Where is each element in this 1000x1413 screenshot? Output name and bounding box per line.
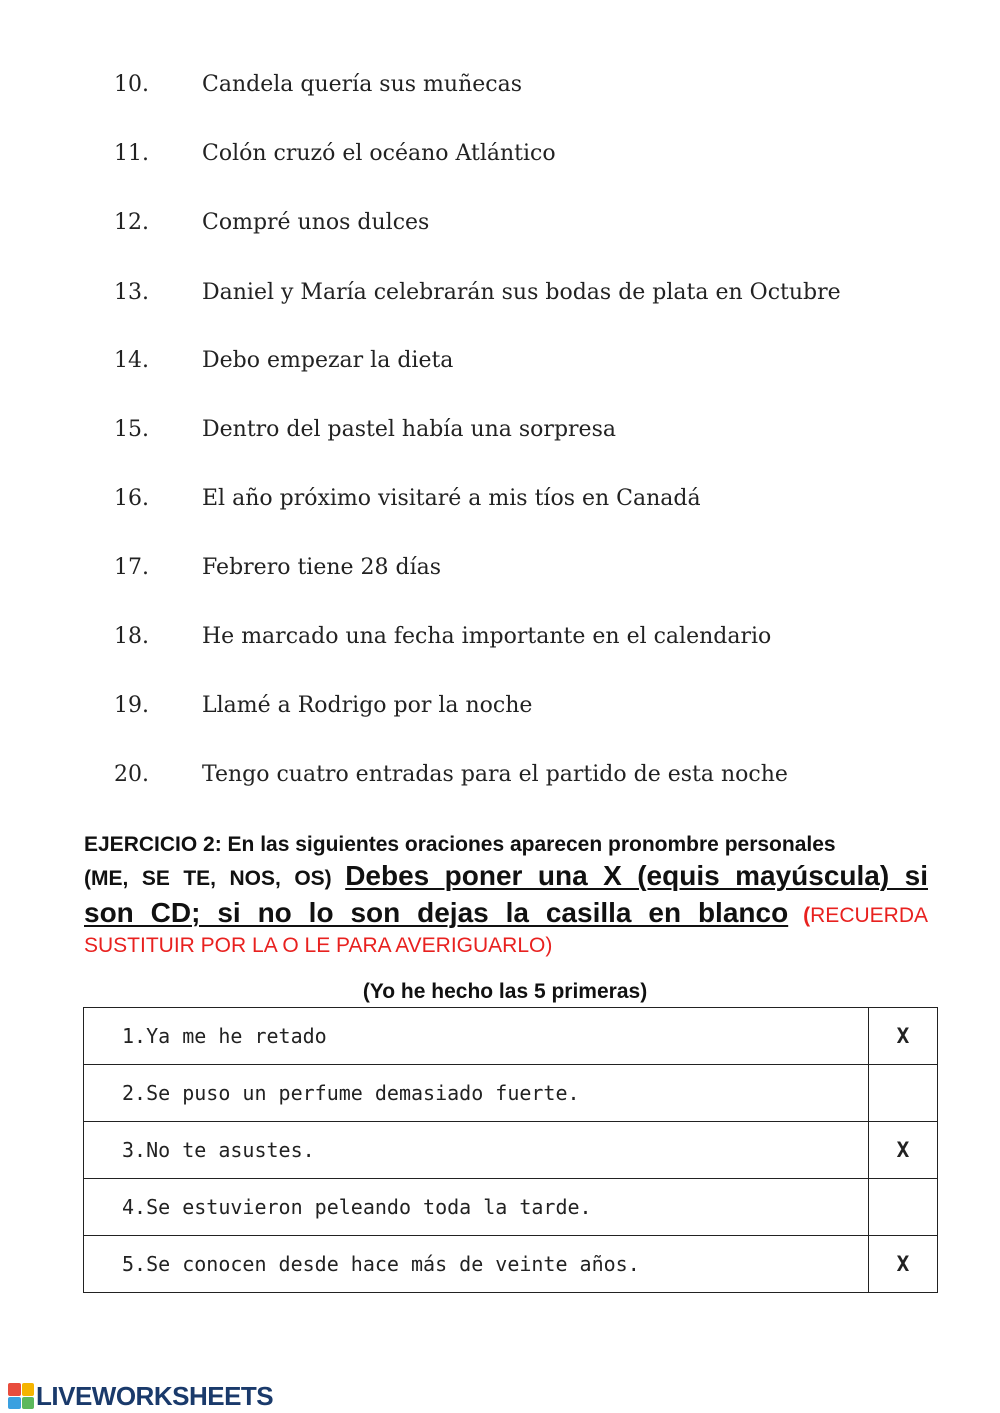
item-number: 13. xyxy=(114,280,149,305)
item-text: Debo empezar la dieta xyxy=(202,348,454,373)
item-number: 18. xyxy=(114,624,149,649)
list-item xyxy=(0,486,1000,526)
sentence-cell: 4.Se estuvieron peleando toda la tarde. xyxy=(84,1179,869,1236)
table-row xyxy=(84,1122,938,1179)
item-number: 12. xyxy=(114,210,149,235)
liveworksheets-footer xyxy=(8,1380,273,1412)
table-row xyxy=(84,1008,938,1065)
brand-name: LIVEWORKSHEETS xyxy=(36,1380,274,1411)
list-item xyxy=(0,417,1000,457)
logo-square xyxy=(22,1397,35,1410)
list-item xyxy=(0,210,1000,250)
answer-cell[interactable]: X xyxy=(869,1122,938,1179)
item-text: Dentro del pastel había una sorpresa xyxy=(202,417,616,442)
item-number: 19. xyxy=(114,693,149,718)
item-text: Candela quería sus muñecas xyxy=(202,72,522,97)
reminder-paren: ( xyxy=(803,904,811,927)
list-item xyxy=(0,141,1000,181)
item-number: 20. xyxy=(114,762,149,787)
logo-square xyxy=(8,1397,21,1410)
list-item xyxy=(0,555,1000,595)
answer-table xyxy=(83,1007,938,1293)
list-item xyxy=(0,693,1000,733)
list-item xyxy=(0,762,1000,802)
item-text: Febrero tiene 28 días xyxy=(202,555,442,580)
answer-cell[interactable] xyxy=(869,1065,938,1122)
item-number: 14. xyxy=(114,348,149,373)
item-text: Llamé a Rodrigo por la noche xyxy=(202,693,533,718)
reminder-text-1: RECUERDA xyxy=(810,904,928,927)
table-row xyxy=(84,1179,938,1236)
instruction-line-2 xyxy=(84,896,928,933)
answer-cell[interactable]: X xyxy=(869,1236,938,1293)
list-item xyxy=(0,72,1000,112)
answer-cell[interactable] xyxy=(869,1179,938,1236)
item-text: Colón cruzó el océano Atlántico xyxy=(202,141,556,166)
sentence-cell: 5.Se conocen desde hace más de veinte años. xyxy=(84,1236,869,1293)
sentence-cell: 2.Se puso un perfume demasiado fuerte. xyxy=(84,1065,869,1122)
item-text: Compré unos dulces xyxy=(202,210,430,235)
pronoun-list: (ME, SE TE, NOS, OS) xyxy=(84,867,332,890)
instruction-underlined-2: son CD; si no lo son dejas la casilla en blanco xyxy=(84,897,789,928)
item-text: El año próximo visitaré a mis tíos en Canadá xyxy=(202,486,701,511)
table-row xyxy=(84,1236,938,1293)
item-number: 10. xyxy=(114,72,149,97)
instruction-underlined-1: Debes poner una X (equis mayúscula) si xyxy=(345,860,928,891)
item-text: Tengo cuatro entradas para el partido de esta noche xyxy=(202,762,788,787)
list-item xyxy=(0,624,1000,664)
exercise2-subtitle: (Yo he hecho las 5 primeras) xyxy=(362,980,648,1003)
item-number: 11. xyxy=(114,141,149,166)
list-item xyxy=(0,280,1000,320)
item-number: 15. xyxy=(114,417,149,442)
item-text: Daniel y María celebrarán sus bodas de plata en Octubre xyxy=(202,280,841,305)
sentence-cell: 3.No te asustes. xyxy=(84,1122,869,1179)
logo-square xyxy=(8,1383,21,1396)
exercise2-heading: EJERCICIO 2: En las siguientes oraciones aparecen pronombre personales xyxy=(84,833,836,856)
sentence-cell: 1.Ya me he retado xyxy=(84,1008,869,1065)
instruction-line-1 xyxy=(84,859,928,896)
answer-cell[interactable]: X xyxy=(869,1008,938,1065)
reminder-text-2: SUSTITUIR POR LA O LE PARA AVERIGUARLO) xyxy=(84,934,553,957)
table-row xyxy=(84,1065,938,1122)
exercise2-instructions xyxy=(84,830,928,959)
logo-square xyxy=(22,1383,35,1396)
item-number: 17. xyxy=(114,555,149,580)
liveworksheets-logo-icon xyxy=(8,1383,34,1409)
item-number: 16. xyxy=(114,486,149,511)
list-item xyxy=(0,348,1000,388)
item-text: He marcado una fecha importante en el calendario xyxy=(202,624,772,649)
